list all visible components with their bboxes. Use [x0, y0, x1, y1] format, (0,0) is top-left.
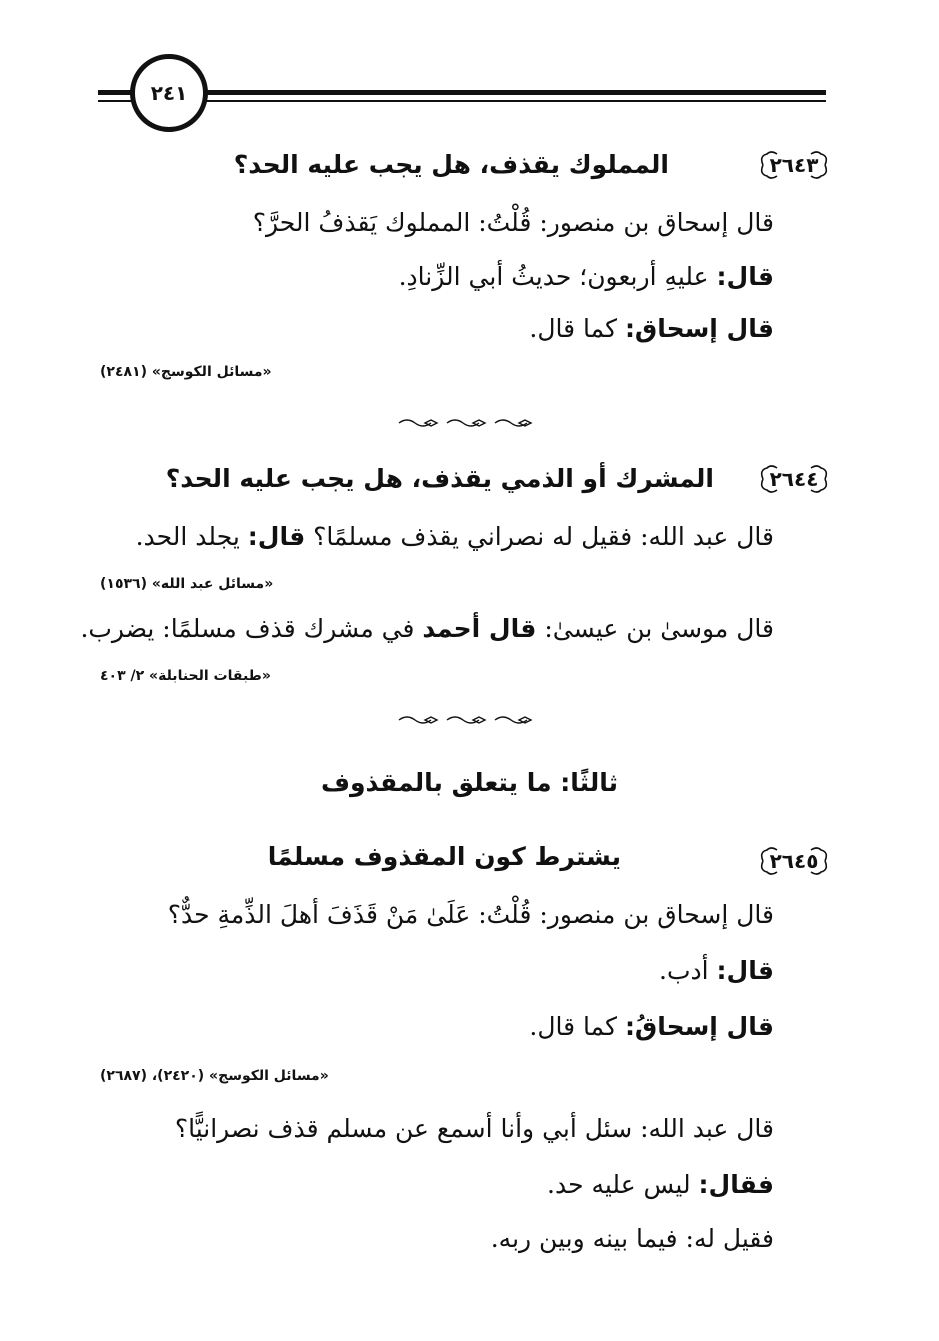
text-line: قال: أدب.	[659, 956, 774, 985]
text-line: فقيل له: فيما بينه وبين ربه.	[490, 1224, 774, 1253]
speaker-label: فقال:	[698, 1170, 774, 1199]
text-line: فقال: ليس عليه حد.	[547, 1170, 774, 1199]
source-citation: «طبقات الحنابلة» ٢/ ٤٠٣	[100, 668, 271, 684]
question-number: ٢٦٤٣	[757, 148, 831, 182]
speaker-label: قال إسحاقُ:	[624, 1012, 774, 1041]
question-title: المملوك يقذف، هل يجب عليه الحد؟	[233, 150, 669, 179]
text-line: قال عبد الله: سئل أبي وأنا أسمع عن مسلم قذف نصرانيًّا؟	[174, 1114, 774, 1143]
divider-ornament-icon	[395, 415, 540, 431]
text-line: قال: عليهِ أربعون؛ حديثُ أبي الزِّنادِ.	[398, 262, 774, 291]
text-line: قال إسحاق بن منصور: قُلْتُ: المملوك يَقذفُ الحرَّ؟	[252, 208, 774, 237]
divider-ornament-icon	[395, 712, 540, 728]
source-citation: «مسائل عبد الله» (١٥٣٦)	[100, 576, 274, 592]
question-title: يشترط كون المقذوف مسلمًا	[267, 842, 621, 871]
question-number: ٢٦٤٤	[757, 462, 831, 496]
text-line: قال إسحاقُ: كما قال.	[529, 1012, 774, 1041]
speaker-label: قال أحمد	[422, 614, 537, 643]
question-title: المشرك أو الذمي يقذف، هل يجب عليه الحد؟	[165, 464, 714, 493]
speaker-label: قال:	[247, 522, 306, 551]
question-number: ٢٦٤٥	[757, 844, 831, 878]
page-number: ٢٤١	[130, 54, 208, 132]
speaker-label: قال:	[716, 262, 774, 291]
speaker-label: قال:	[716, 956, 774, 985]
source-citation: «مسائل الكوسج» (٢٤٢٠)، (٢٦٨٧)	[100, 1068, 329, 1084]
section-heading: ثالثًا: ما يتعلق بالمقذوف	[320, 768, 619, 797]
speaker-label: قال إسحاق:	[624, 314, 774, 343]
text-line: قال عبد الله: فقيل له نصراني يقذف مسلمًا؟ قال: يجلد الحد.	[135, 522, 774, 551]
text-line: قال إسحاق: كما قال.	[529, 314, 774, 343]
header-rule	[200, 90, 826, 95]
text-line: قال موسىٰ بن عيسىٰ: قال أحمد في مشرك قذف مسلمًا: يضرب.	[80, 614, 774, 643]
source-citation: «مسائل الكوسج» (٢٤٨١)	[100, 364, 272, 380]
text-line: قال إسحاق بن منصور: قُلْتُ: عَلَىٰ مَنْ قَذَفَ أهلَ الذِّمةِ حدٌّ؟	[167, 900, 774, 929]
header-rule	[200, 100, 826, 102]
